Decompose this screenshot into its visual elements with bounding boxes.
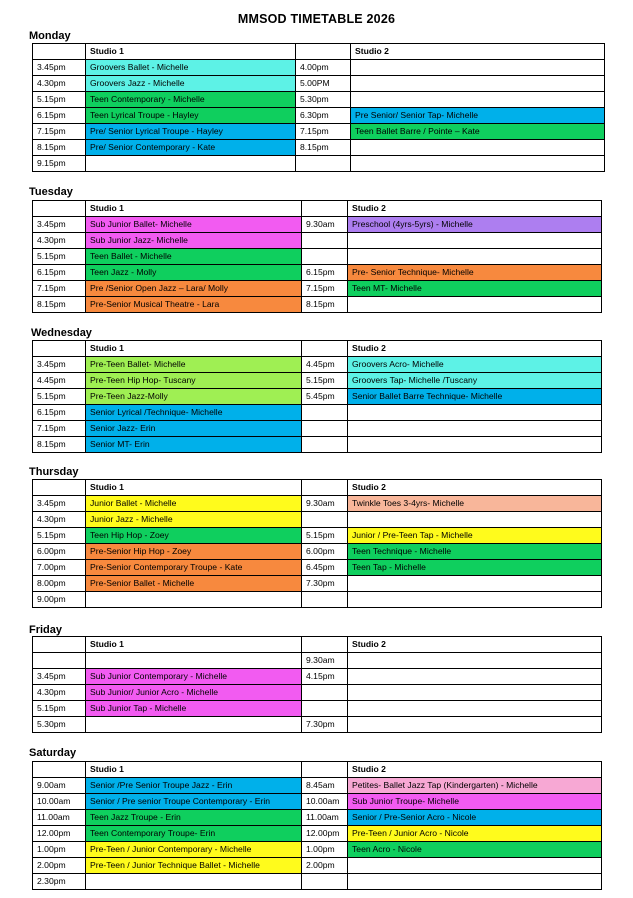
studio-1-time: 1.00pm — [33, 842, 86, 858]
studio-2-time: 8.15pm — [296, 140, 351, 156]
studio-1-time: 4.45pm — [33, 373, 86, 389]
day-heading-friday: Friday — [29, 624, 63, 636]
studio-1-header: Studio 1 — [86, 637, 302, 653]
studio-2-time: 8.15pm — [302, 297, 348, 313]
table-row — [33, 405, 602, 421]
studio-2-class — [348, 701, 602, 717]
studio-2-time: 5.15pm — [302, 528, 348, 544]
table-row — [33, 512, 602, 528]
studio-1-time: 5.15pm — [33, 249, 86, 265]
studio-2-class — [351, 140, 605, 156]
studio-2-class: Groovers Tap- Michelle /Tuscany — [348, 373, 602, 389]
studio-2-time — [302, 701, 348, 717]
studio-1-class: Junior Jazz - Michelle — [86, 512, 302, 528]
table-row — [33, 653, 602, 669]
table-row — [33, 124, 605, 140]
studio-2-class: Teen Acro - Nicole — [348, 842, 602, 858]
studio-1-class — [86, 592, 302, 608]
table-row — [33, 496, 602, 512]
studio-1-class: Sub Junior Ballet- Michelle — [86, 217, 302, 233]
table-row — [33, 297, 602, 313]
studio-2-time: 5.00PM — [296, 76, 351, 92]
studio-2-class — [351, 156, 605, 172]
studio-1-time — [33, 653, 86, 669]
studio-1-class: Pre-Teen Hip Hop- Tuscany — [86, 373, 302, 389]
studio-1-time: 3.45pm — [33, 669, 86, 685]
table-row — [33, 156, 605, 172]
studio-2-class: Pre Senior/ Senior Tap- Michelle — [351, 108, 605, 124]
studio-2-time: 9.30am — [302, 496, 348, 512]
table-row — [33, 826, 602, 842]
studio-1-header: Studio 1 — [86, 201, 302, 217]
studio-1-time: 8.15pm — [33, 140, 86, 156]
studio-1-class — [86, 653, 302, 669]
studio-2-class: Preschool (4yrs-5yrs) - Michelle — [348, 217, 602, 233]
studio-1-time: 11.00am — [33, 810, 86, 826]
studio-2-time: 4.45pm — [302, 357, 348, 373]
day-heading-thursday: Thursday — [29, 466, 79, 478]
studio-2-class: Pre-Teen / Junior Acro - Nicole — [348, 826, 602, 842]
time-header — [302, 762, 348, 778]
studio-2-class — [348, 297, 602, 313]
table-row — [33, 810, 602, 826]
studio-1-time: 3.45pm — [33, 60, 86, 76]
studio-1-class: Pre/ Senior Lyrical Troupe - Hayley — [86, 124, 296, 140]
studio-2-class — [348, 512, 602, 528]
studio-2-class — [348, 653, 602, 669]
table-row — [33, 778, 602, 794]
studio-2-header: Studio 2 — [348, 341, 602, 357]
studio-1-class: Senior Jazz- Erin — [86, 421, 302, 437]
time-header — [33, 44, 86, 60]
studio-2-class — [351, 60, 605, 76]
studio-2-class: Groovers Acro- Michelle — [348, 357, 602, 373]
studio-1-time: 5.15pm — [33, 701, 86, 717]
studio-2-class — [348, 685, 602, 701]
time-header — [296, 44, 351, 60]
studio-2-class — [348, 858, 602, 874]
studio-2-class — [351, 92, 605, 108]
timetable-tuesday — [32, 200, 602, 313]
table-row — [33, 421, 602, 437]
time-header — [33, 762, 86, 778]
timetable-thursday — [32, 479, 602, 608]
studio-1-time: 4.30pm — [33, 76, 86, 92]
studio-2-time: 2.00pm — [302, 858, 348, 874]
studio-1-time: 10.00am — [33, 794, 86, 810]
studio-1-class: Teen Contemporary - Michelle — [86, 92, 296, 108]
table-row — [33, 874, 602, 890]
time-header — [33, 341, 86, 357]
table-row — [33, 76, 605, 92]
time-header — [302, 341, 348, 357]
studio-1-class: Pre/ Senior Contemporary - Kate — [86, 140, 296, 156]
table-row — [33, 669, 602, 685]
studio-1-time: 12.00pm — [33, 826, 86, 842]
studio-2-time: 10.00am — [302, 794, 348, 810]
table-row — [33, 281, 602, 297]
header-row — [33, 637, 602, 653]
studio-1-time: 9.15pm — [33, 156, 86, 172]
table-row — [33, 92, 605, 108]
table-row — [33, 701, 602, 717]
studio-1-class: Sub Junior/ Junior Acro - Michelle — [86, 685, 302, 701]
studio-1-time: 3.45pm — [33, 217, 86, 233]
table-row — [33, 373, 602, 389]
table-row — [33, 560, 602, 576]
time-header — [33, 480, 86, 496]
table-row — [33, 265, 602, 281]
studio-2-time: 6.00pm — [302, 544, 348, 560]
table-row — [33, 217, 602, 233]
studio-2-time: 5.45pm — [302, 389, 348, 405]
studio-2-time: 4.00pm — [296, 60, 351, 76]
studio-2-time — [302, 685, 348, 701]
studio-2-class — [348, 233, 602, 249]
studio-1-class: Pre-Senior Contemporary Troupe - Kate — [86, 560, 302, 576]
header-row — [33, 762, 602, 778]
studio-2-time: 5.15pm — [302, 373, 348, 389]
studio-1-time: 7.15pm — [33, 421, 86, 437]
studio-2-class — [348, 249, 602, 265]
day-heading-wednesday: Wednesday — [31, 327, 92, 339]
studio-1-time: 5.15pm — [33, 389, 86, 405]
studio-2-time: 9.30am — [302, 217, 348, 233]
studio-1-time: 5.15pm — [33, 92, 86, 108]
studio-2-class: Senior / Pre-Senior Acro - Nicole — [348, 810, 602, 826]
studio-2-class: Teen Tap - Michelle — [348, 560, 602, 576]
table-row — [33, 685, 602, 701]
timetable-friday — [32, 636, 602, 733]
studio-1-class: Teen Jazz - Molly — [86, 265, 302, 281]
studio-2-class — [348, 717, 602, 733]
studio-2-class: Petites- Ballet Jazz Tap (Kindergarten) - Michelle — [348, 778, 602, 794]
studio-2-time: 7.15pm — [302, 281, 348, 297]
studio-2-class — [348, 874, 602, 890]
studio-1-time: 8.00pm — [33, 576, 86, 592]
studio-2-header: Studio 2 — [348, 762, 602, 778]
day-heading-tuesday: Tuesday — [29, 186, 73, 198]
studio-1-time: 7.15pm — [33, 281, 86, 297]
studio-1-time: 6.00pm — [33, 544, 86, 560]
studio-1-header: Studio 1 — [86, 44, 296, 60]
studio-1-class: Pre-Teen Ballet- Michelle — [86, 357, 302, 373]
studio-2-header: Studio 2 — [348, 201, 602, 217]
table-row — [33, 357, 602, 373]
studio-2-class: Senior Ballet Barre Technique- Michelle — [348, 389, 602, 405]
studio-1-class: Sub Junior Jazz- Michelle — [86, 233, 302, 249]
studio-2-time — [302, 405, 348, 421]
studio-2-header: Studio 2 — [351, 44, 605, 60]
studio-1-time: 8.15pm — [33, 297, 86, 313]
studio-1-time: 4.30pm — [33, 233, 86, 249]
studio-2-class — [348, 669, 602, 685]
studio-1-time: 5.15pm — [33, 528, 86, 544]
table-row — [33, 717, 602, 733]
studio-1-class: Pre-Senior Hip Hop - Zoey — [86, 544, 302, 560]
studio-2-time — [302, 512, 348, 528]
studio-2-time — [302, 233, 348, 249]
studio-1-class: Teen Ballet - Michelle — [86, 249, 302, 265]
table-row — [33, 389, 602, 405]
table-row — [33, 592, 602, 608]
studio-1-time: 3.45pm — [33, 357, 86, 373]
time-header — [33, 637, 86, 653]
table-row — [33, 858, 602, 874]
studio-2-time: 6.45pm — [302, 560, 348, 576]
studio-1-time: 4.30pm — [33, 512, 86, 528]
studio-1-class — [86, 874, 302, 890]
studio-2-time: 8.45am — [302, 778, 348, 794]
table-row — [33, 528, 602, 544]
studio-1-time: 2.30pm — [33, 874, 86, 890]
studio-1-class: Pre-Senior Musical Theatre - Lara — [86, 297, 302, 313]
time-header — [33, 201, 86, 217]
studio-2-time: 4.15pm — [302, 669, 348, 685]
studio-1-class: Sub Junior Contemporary - Michelle — [86, 669, 302, 685]
studio-2-class: Teen MT- Michelle — [348, 281, 602, 297]
studio-1-class: Pre-Teen / Junior Contemporary - Michelle — [86, 842, 302, 858]
studio-2-time: 6.15pm — [302, 265, 348, 281]
table-row — [33, 544, 602, 560]
studio-1-class: Pre-Teen / Junior Technique Ballet - Michelle — [86, 858, 302, 874]
studio-1-time: 2.00pm — [33, 858, 86, 874]
studio-2-class: Teen Technique - Michelle — [348, 544, 602, 560]
studio-1-class: Junior Ballet - Michelle — [86, 496, 302, 512]
day-heading-monday: Monday — [29, 30, 71, 42]
studio-1-time: 9.00pm — [33, 592, 86, 608]
studio-1-class: Groovers Jazz - Michelle — [86, 76, 296, 92]
studio-1-time: 4.30pm — [33, 685, 86, 701]
studio-2-class — [348, 576, 602, 592]
studio-1-header: Studio 1 — [86, 762, 302, 778]
studio-2-class: Teen Ballet Barre / Pointe – Kate — [351, 124, 605, 140]
header-row — [33, 201, 602, 217]
studio-2-time — [302, 592, 348, 608]
studio-1-class — [86, 156, 296, 172]
table-row — [33, 233, 602, 249]
studio-1-class: Sub Junior Tap - Michelle — [86, 701, 302, 717]
studio-2-time — [302, 421, 348, 437]
studio-2-time — [296, 156, 351, 172]
time-header — [302, 480, 348, 496]
studio-1-class: Teen Jazz Troupe - Erin — [86, 810, 302, 826]
studio-1-class: Senior / Pre senior Troupe Contemporary - Erin — [86, 794, 302, 810]
studio-2-header: Studio 2 — [348, 637, 602, 653]
studio-1-class: Senior /Pre Senior Troupe Jazz - Erin — [86, 778, 302, 794]
table-row — [33, 249, 602, 265]
studio-2-class: Junior / Pre-Teen Tap - Michelle — [348, 528, 602, 544]
studio-2-class — [348, 437, 602, 453]
timetable-saturday — [32, 761, 602, 890]
studio-2-class: Twinkle Toes 3-4yrs- Michelle — [348, 496, 602, 512]
timetable-wednesday — [32, 340, 602, 453]
time-header — [302, 637, 348, 653]
studio-2-time: 7.30pm — [302, 717, 348, 733]
studio-2-time: 5.30pm — [296, 92, 351, 108]
studio-1-class: Teen Hip Hop - Zoey — [86, 528, 302, 544]
studio-1-time: 6.15pm — [33, 405, 86, 421]
timetable-monday — [32, 43, 605, 172]
studio-2-time: 7.30pm — [302, 576, 348, 592]
header-row — [33, 341, 602, 357]
header-row — [33, 480, 602, 496]
studio-1-time: 3.45pm — [33, 496, 86, 512]
studio-1-class — [86, 717, 302, 733]
time-header — [302, 201, 348, 217]
day-heading-saturday: Saturday — [29, 747, 77, 759]
studio-2-class — [351, 76, 605, 92]
studio-2-time: 11.00am — [302, 810, 348, 826]
studio-2-time: 12.00pm — [302, 826, 348, 842]
studio-1-header: Studio 1 — [86, 480, 302, 496]
studio-2-time: 1.00pm — [302, 842, 348, 858]
studio-1-header: Studio 1 — [86, 341, 302, 357]
studio-2-time — [302, 437, 348, 453]
studio-2-class — [348, 421, 602, 437]
studio-1-time: 5.30pm — [33, 717, 86, 733]
studio-2-time: 7.15pm — [296, 124, 351, 140]
studio-1-class: Senior MT- Erin — [86, 437, 302, 453]
table-row — [33, 108, 605, 124]
studio-1-time: 7.15pm — [33, 124, 86, 140]
table-row — [33, 576, 602, 592]
studio-1-class: Teen Lyrical Troupe - Hayley — [86, 108, 296, 124]
studio-2-time — [302, 874, 348, 890]
table-row — [33, 842, 602, 858]
studio-1-time: 7.00pm — [33, 560, 86, 576]
studio-2-class: Sub Junior Troupe- Michelle — [348, 794, 602, 810]
studio-2-class: Pre- Senior Technique- Michelle — [348, 265, 602, 281]
studio-1-class: Pre-Senior Ballet - Michelle — [86, 576, 302, 592]
table-row — [33, 60, 605, 76]
studio-1-time: 6.15pm — [33, 108, 86, 124]
studio-2-time — [302, 249, 348, 265]
studio-1-time: 8.15pm — [33, 437, 86, 453]
studio-2-class — [348, 592, 602, 608]
studio-2-class — [348, 405, 602, 421]
studio-1-time: 6.15pm — [33, 265, 86, 281]
studio-1-class: Senior Lyrical /Technique- Michelle — [86, 405, 302, 421]
page-title: MMSOD TIMETABLE 2026 — [237, 12, 396, 26]
studio-1-class: Teen Contemporary Troupe- Erin — [86, 826, 302, 842]
header-row — [33, 44, 605, 60]
studio-2-time: 6.30pm — [296, 108, 351, 124]
table-row — [33, 794, 602, 810]
studio-1-time: 9.00am — [33, 778, 86, 794]
table-row — [33, 140, 605, 156]
studio-1-class: Pre /Senior Open Jazz – Lara/ Molly — [86, 281, 302, 297]
table-row — [33, 437, 602, 453]
studio-2-header: Studio 2 — [348, 480, 602, 496]
studio-1-class: Groovers Ballet - Michelle — [86, 60, 296, 76]
studio-1-class: Pre-Teen Jazz-Molly — [86, 389, 302, 405]
studio-2-time: 9.30am — [302, 653, 348, 669]
